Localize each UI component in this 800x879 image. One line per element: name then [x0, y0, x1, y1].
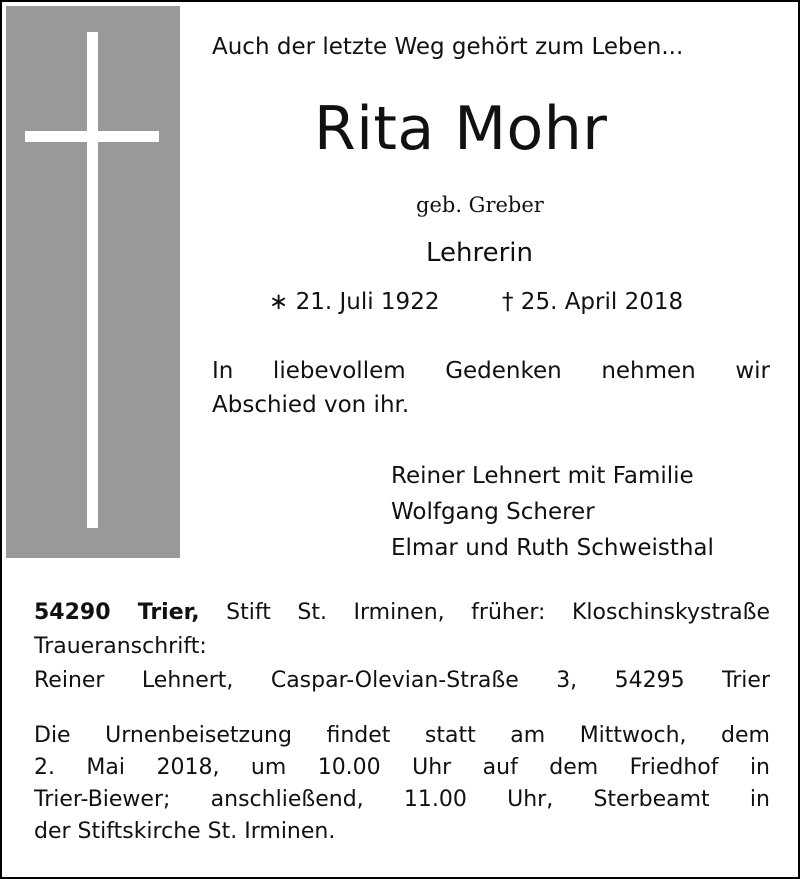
mourner: Wolfgang Scherer	[391, 499, 595, 525]
burial-line: der Stiftskirche St. Irminen.	[34, 819, 336, 844]
mourning-address: Reiner Lehnert, Caspar-Olevian-Straße 3, 54295 Trier	[34, 668, 770, 693]
occupation: Lehrerin	[426, 238, 534, 268]
burial-line: Trier-Biewer; anschließend, 11.00 Uhr, Sterbeamt in	[34, 787, 770, 812]
latin-cross-icon-bar	[25, 131, 159, 142]
birth-date: ∗ 21. Juli 1922	[269, 289, 440, 315]
address-block	[34, 596, 770, 698]
condolence-line: Abschied von ihr.	[212, 392, 410, 418]
burial-info	[34, 720, 770, 848]
burial-line: Die Urnenbeisetzung findet statt am Mittwoch, dem	[34, 723, 770, 748]
mourners-list	[391, 458, 714, 566]
maiden-name: geb. Greber	[416, 193, 544, 217]
mourner: Reiner Lehnert mit Familie	[391, 463, 694, 489]
residence: Stift St. Irminen, früher: Kloschinskystraße	[226, 600, 770, 625]
burial-line: 2. Mai 2018, um 10.00 Uhr auf dem Friedhof in	[34, 755, 770, 780]
residence-line	[34, 596, 770, 630]
condolence-line: In liebevollem Gedenken nehmen wir	[212, 358, 770, 384]
deceased-name: Rita Mohr	[314, 94, 608, 164]
cross-panel	[6, 6, 180, 558]
latin-cross-icon	[87, 32, 98, 528]
condolence-text	[212, 354, 770, 422]
city: 54290 Trier,	[34, 600, 200, 625]
motto: Auch der letzte Weg gehört zum Leben...	[212, 34, 684, 60]
mourning-address-label: Traueranschrift:	[34, 634, 207, 659]
mourner: Elmar und Ruth Schweisthal	[391, 535, 714, 561]
death-date: † 25. April 2018	[502, 289, 684, 315]
